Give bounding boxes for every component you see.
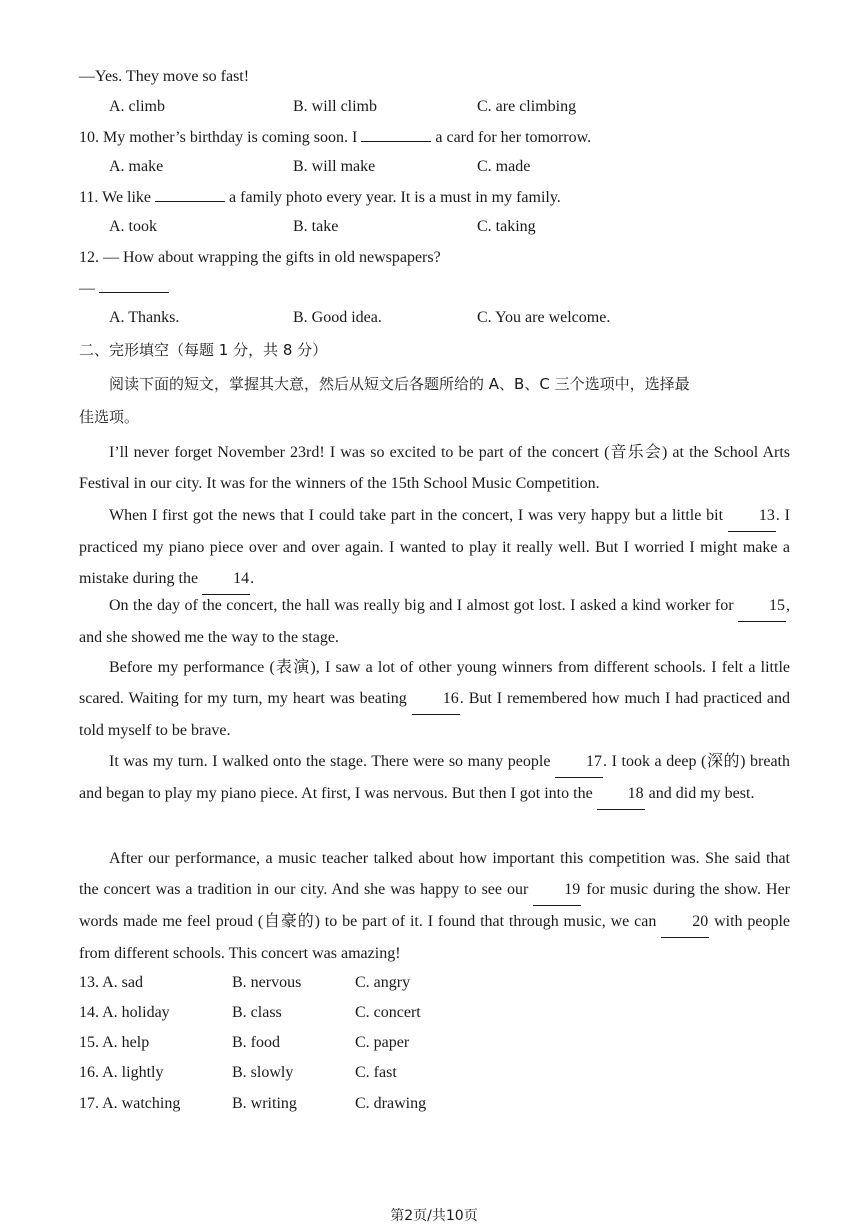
- section2-heading: 二、完形填空（每题 1 分，共 8 分）: [79, 341, 328, 359]
- blank-14: 14: [202, 563, 250, 595]
- q10-blank: [361, 127, 431, 142]
- cloze-16-option-b: B. slowly: [232, 1064, 294, 1081]
- cloze-13-option-b: B. nervous: [232, 974, 302, 991]
- q12-option-b: B. Good idea.: [293, 309, 382, 326]
- passage-paragraph-5: [79, 746, 790, 810]
- q10-stem: [79, 127, 591, 148]
- blank-20: 20: [661, 906, 709, 938]
- section2-instruction-line2: 佳选项。: [79, 408, 140, 426]
- cloze-13-option-a: 13. A. sad: [79, 974, 143, 991]
- cloze-14-option-b: B. class: [232, 1004, 282, 1021]
- page-number-footer: 第2页/共10页: [390, 1208, 478, 1224]
- passage-p5-text-c: and did my best.: [648, 785, 755, 802]
- cloze-15-option-c: C. paper: [355, 1034, 410, 1051]
- q10-option-a: A. make: [109, 158, 164, 175]
- blank-13: 13: [728, 500, 776, 532]
- q11-stem-post: a family photo every year. It is a must in my family.: [229, 189, 561, 206]
- cloze-15-option-b: B. food: [232, 1034, 280, 1051]
- passage-p6-text-c: with people from different schools. This concert was amazing!: [79, 913, 791, 962]
- q11-option-a: A. took: [109, 218, 157, 235]
- q12-option-c: C. You are welcome.: [477, 309, 611, 326]
- blank-16: 16: [412, 683, 460, 715]
- cloze-17-option-a: 17. A. watching: [79, 1095, 181, 1112]
- cloze-16-option-a: 16. A. lightly: [79, 1064, 164, 1081]
- passage-p5-text-a: It was my turn. I walked onto the stage. There were so many people: [109, 753, 551, 770]
- passage-p1-text: I’ll never forget November 23rd! I was so excited to be part of the concert (音乐会) at the School Arts Festival in our city. It was for the winners of the 15th School Music Competition.: [79, 444, 790, 492]
- blank-15: 15: [738, 590, 786, 622]
- q9-option-c: C. are climbing: [477, 98, 577, 115]
- passage-paragraph-1: [79, 437, 790, 499]
- q10-option-b: B. will make: [293, 158, 376, 175]
- q12-answer-line: [79, 278, 169, 299]
- passage-p2-text-a: When I first got the news that I could take part in the concert, I was very happy but a little bit: [109, 507, 724, 524]
- cloze-14-option-c: C. concert: [355, 1004, 421, 1021]
- passage-paragraph-2: [79, 500, 790, 595]
- q11-stem-pre: 11. We like: [79, 189, 152, 206]
- passage-p3-text-a: On the day of the concert, the hall was really big and I almost got lost. I asked a kind worker for: [109, 597, 734, 614]
- q12-blank: [99, 278, 169, 293]
- section2-instruction-line1: 阅读下面的短文，掌握其大意，然后从短文后各题所给的 A、B、C 三个选项中，选择最: [109, 375, 690, 393]
- passage-p5-text-b: . I took a deep (深的) breath and began to play my piano piece. At first, I was nervous. But then I got into the: [79, 753, 791, 802]
- q10-option-c: C. made: [477, 158, 531, 175]
- blank-19: 19: [533, 874, 581, 906]
- passage-p6-text-a: After our performance, a music teacher talked about how important this competition was. She said that the concert was a tradition in our city. And she was happy to see our: [79, 850, 790, 898]
- passage-p2-text-b: . I practiced my piano piece over and over again. I wanted to play it really well. But I worried I might make a mistake during the: [79, 507, 791, 587]
- q9-dialog: —Yes. They move so fast!: [79, 68, 250, 85]
- q11-option-b: B. take: [293, 218, 339, 235]
- q9-option-a: A. climb: [109, 98, 165, 115]
- q10-stem-pre: 10. My mother’s birthday is coming soon. I: [79, 129, 358, 146]
- passage-p4-text-a: Before my performance (表演), I saw a lot of other young winners from different schools. I felt a little scared. Waiting for my turn, my heart was beating: [79, 659, 790, 707]
- cloze-16-option-c: C. fast: [355, 1064, 397, 1081]
- blank-18: 18: [597, 778, 645, 810]
- cloze-15-option-a: 15. A. help: [79, 1034, 150, 1051]
- q9-option-b: B. will climb: [293, 98, 377, 115]
- blank-17: 17: [555, 746, 603, 778]
- passage-paragraph-4: [79, 652, 790, 746]
- cloze-13-option-c: C. angry: [355, 974, 411, 991]
- q12-option-a: A. Thanks.: [109, 309, 180, 326]
- passage-p4-text-b: . But I remembered how much I had practiced and told myself to be brave.: [79, 690, 791, 739]
- q10-stem-post: a card for her tomorrow.: [435, 129, 592, 146]
- passage-p6-text-b: for music during the show. Her words made me feel proud (自豪的) to be part of it. I found that through music, we can: [79, 881, 790, 930]
- q11-option-c: C. taking: [477, 218, 536, 235]
- cloze-14-option-a: 14. A. holiday: [79, 1004, 170, 1021]
- cloze-17-option-b: B. writing: [232, 1095, 297, 1112]
- passage-p3-text-b: , and she showed me the way to the stage.: [79, 597, 790, 646]
- q12-dash: —: [79, 280, 95, 297]
- passage-paragraph-6: [79, 843, 790, 969]
- q11-blank: [155, 187, 225, 202]
- q11-stem: [79, 187, 561, 208]
- q12-stem: 12. — How about wrapping the gifts in old newspapers?: [79, 249, 441, 266]
- cloze-17-option-c: C. drawing: [355, 1095, 427, 1112]
- passage-p2-text-c: .: [250, 570, 255, 587]
- passage-paragraph-3: [79, 590, 790, 653]
